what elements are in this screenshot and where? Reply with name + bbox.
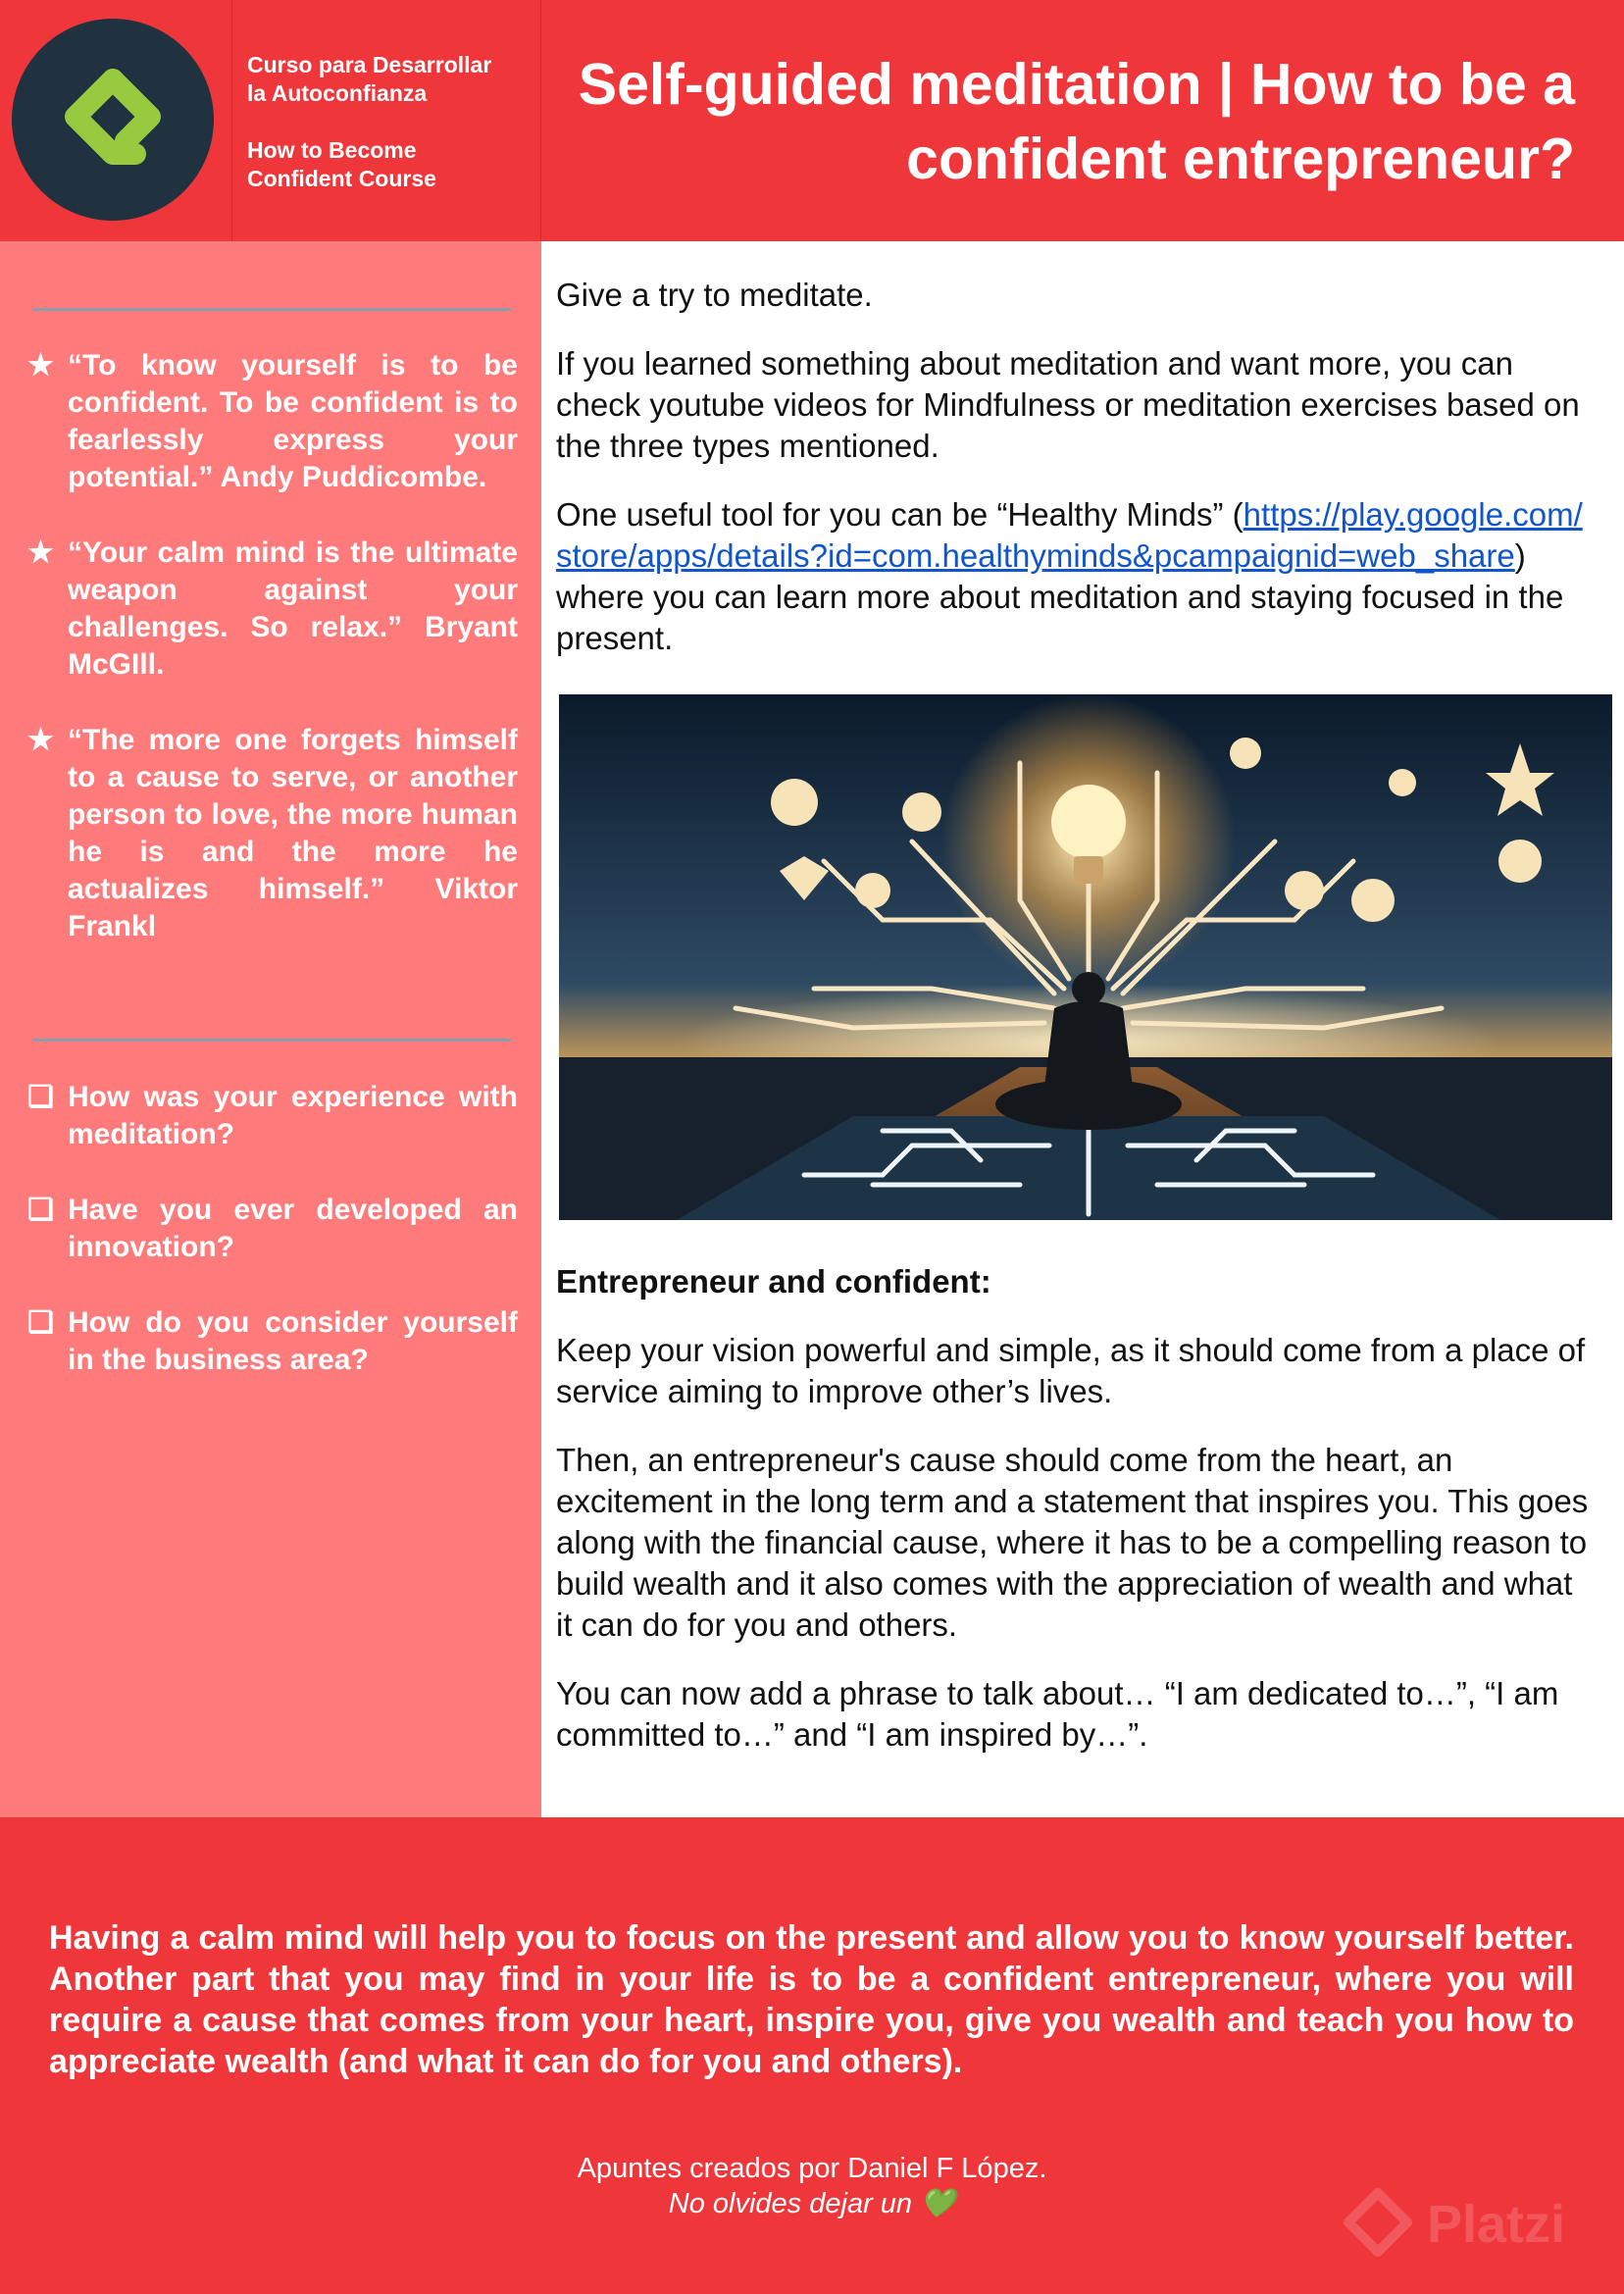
star-icon: ★ <box>27 349 54 382</box>
more-info-paragraph: If you learned something about meditation and want more, you can check youtube videos for Mindfulness or meditation exercises based on the three types mentioned. <box>556 345 1580 464</box>
section-heading: Entrepreneur and confident: <box>556 1263 991 1300</box>
footer-summary: Having a calm mind will help you to focus on the present and allow you to know yourself better. Another part that you may find in your life is to be a confident entrepreneur, where you will require a cause that comes from your heart, inspire you, give you wealth and teach you how to appreciate wealth (and what it can do for you and others). <box>49 1919 1574 2080</box>
sidebar-divider-top <box>33 308 512 311</box>
author-credit: Apuntes creados por Daniel F López. <box>577 2153 1047 2184</box>
meditation-illustration <box>559 694 1612 1220</box>
watermark-text: Platzi <box>1427 2195 1566 2254</box>
course-name-es-line2: la Autoconfianza <box>247 80 428 106</box>
healthy-minds-link[interactable]: https://play.google.com/store/apps/details?id=com.healthyminds&pcampaignid=web_share <box>556 496 1583 574</box>
quote-item <box>27 535 518 684</box>
tool-text-before: One useful tool for you can be “Healthy Minds” ( <box>556 496 1243 533</box>
quote-text: “The more one forgets himself to a cause to serve, or another person to love, the more human he is and the more he actualizes himself.” Viktor Frankl <box>68 724 518 943</box>
question-text: Have you ever developed an innovation? <box>68 1194 518 1263</box>
quote-text: “Your calm mind is the ultimate weapon against your challenges. So relax.” Bryant McGIll. <box>68 536 518 681</box>
sidebar-divider-bottom <box>33 1039 512 1042</box>
course-name-cell <box>232 0 541 241</box>
sidebar <box>0 241 541 1817</box>
quote-item <box>27 722 518 945</box>
quote-item <box>27 347 518 496</box>
checkbox-icon: ❏ <box>27 1306 54 1339</box>
course-name-es-line1: Curso para Desarrollar <box>247 52 492 77</box>
course-name-en-line1: How to Become <box>247 137 417 163</box>
quotes-list <box>27 347 518 984</box>
phrase-paragraph: You can now add a phrase to talk about… “I am dedicated to…”, “I am committed to…” and “I am inspired by…”. <box>556 1675 1559 1753</box>
vision-paragraph: Keep your vision powerful and simple, as it should come from a place of service aiming to improve other’s lives. <box>556 1332 1586 1409</box>
checkbox-icon: ❏ <box>27 1194 54 1226</box>
checkbox-icon: ❏ <box>27 1081 54 1113</box>
platzi-watermark <box>1339 2175 1613 2273</box>
reminder-text: No olvides dejar un <box>668 2188 913 2219</box>
course-name-en-line2: Confident Course <box>247 166 436 191</box>
question-text: How do you consider yourself in the business area? <box>68 1306 518 1376</box>
question-item <box>27 1079 518 1153</box>
header <box>0 0 1624 241</box>
page-title: Self-guided meditation | How to be a confident entrepreneur? <box>578 52 1575 191</box>
question-text: How was your experience with meditation? <box>68 1081 518 1150</box>
questions-list <box>27 1079 518 1417</box>
star-icon: ★ <box>27 724 54 756</box>
green-heart-icon: 💚 <box>920 2188 956 2219</box>
course-name <box>247 51 491 193</box>
logo-cell <box>0 0 232 241</box>
question-item <box>27 1192 518 1266</box>
intro-paragraph: Give a try to meditate. <box>556 277 873 313</box>
cause-paragraph: Then, an entrepreneur's cause should come from the heart, an excitement in the long term and a statement that inspires you. This goes along with the financial cause, where it has to be a compelling reason to build wealth and it also comes with the appreciation of wealth and what it can do for you and others. <box>556 1442 1589 1643</box>
star-icon: ★ <box>27 536 54 569</box>
question-item <box>27 1304 518 1379</box>
tool-text-after: ) where you can learn more about meditation and staying focused in the present. <box>556 537 1564 656</box>
platzi-logo-icon[interactable] <box>12 19 214 221</box>
quote-text: “To know yourself is to be confident. To be confident is to fearlessly express your potential.” Andy Puddicombe. <box>68 349 518 493</box>
healthy-minds-paragraph <box>556 494 1596 659</box>
